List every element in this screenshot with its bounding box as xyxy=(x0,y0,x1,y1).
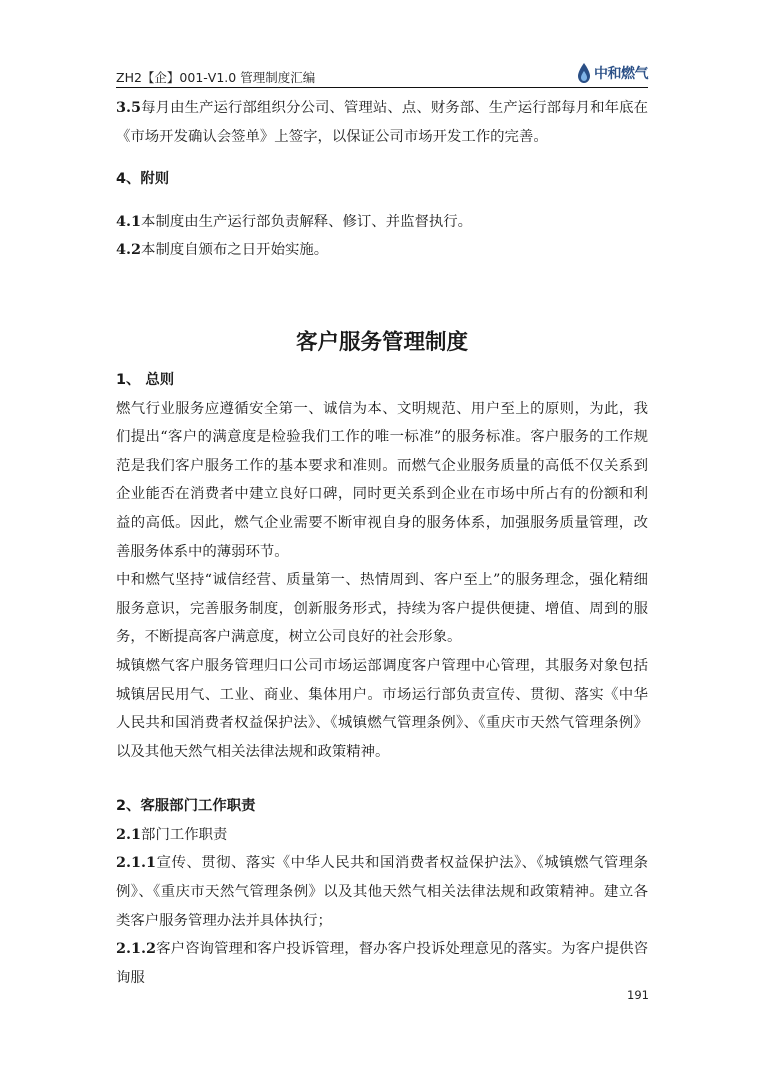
paragraph-principles: 燃气行业服务应遵循安全第一、诚信为本、文明规范、用户至上的原则，为此，我们提出“客户的满意度是检验我们工作的唯一标准”的服务标准。客户服务的工作规范是我们客户服务工作的基本要求和准则。而燃气企业服务质量的高低不仅关系到企业能否在消费者中建立良好口碑，同时更关系到企业在市场中所占有的份额和利益的高低。因此，燃气企业需要不断审视自身的服务体系，加强服务质量管理，改善服务体系中的薄弱环节。 xyxy=(116,400,648,560)
clause-3-5: 3.5每月由生产运行部组织分公司、管理站、点、财务部、生产运行部每月和年底在《市场开发确认会签单》上签字，以保证公司市场开发工作的完善。 xyxy=(116,99,648,145)
header-rule xyxy=(116,87,648,88)
section-title: 客户服务管理制度 xyxy=(295,329,468,355)
clause-2-1-2: 2.1.2客户咨询管理和客户投诉管理，督办客户投诉处理意见的落实。为客户提供咨询服 xyxy=(116,940,648,986)
logo-text: 中和燃气 xyxy=(594,66,648,82)
page-header xyxy=(116,60,648,90)
heading-appendix: 4、附则 xyxy=(116,171,170,188)
paragraph-philosophy: 中和燃气坚持“诚信经营、质量第一、热情周到、客户至上”的服务理念，强化精细服务意识，完善服务制度，创新服务形式，持续为客户提供便捷、增值、周到的服务，不断提高客户满意度，树立公司良好的社会形象。 xyxy=(116,572,648,646)
clause-2-1-1: 2.1.1宣传、贯彻、落实《中华人民共和国消费者权益保护法》、《城镇燃气管理条例》、《重庆市天然气管理条例》以及其他天然气相关法律法规和政策精神。建立各类客户服务管理办法并具体执行； xyxy=(116,854,648,929)
clause-4-1: 4.1本制度由生产运行部负责解释、修订、并监督执行。 xyxy=(116,212,473,230)
document-body xyxy=(116,94,648,992)
page-number: 191 xyxy=(627,988,649,1002)
company-logo xyxy=(576,60,648,86)
clause-4-2: 4.2本制度自颁布之日开始实施。 xyxy=(116,241,329,259)
heading-department-duties: 2、客服部门工作职责 xyxy=(116,798,256,815)
paragraph-scope: 城镇燃气客户服务管理归口公司市场运部调度客户管理中心管理，其服务对象包括城镇居民用气、工业、商业、集体用户。市场运行部负责宣传、贯彻、落实《中华人民共和国消费者权益保护法》、《城镇燃气管理条例》、《重庆市天然气管理条例》以及其他天然气相关法律法规和政策精神。 xyxy=(116,657,648,760)
clause-2-1: 2.1部门工作职责 xyxy=(116,825,228,843)
heading-general: 1、 总则 xyxy=(116,371,175,388)
flame-drop-icon xyxy=(576,62,592,84)
document-code: ZH2【企】001-V1.0 管理制度汇编 xyxy=(116,70,316,85)
